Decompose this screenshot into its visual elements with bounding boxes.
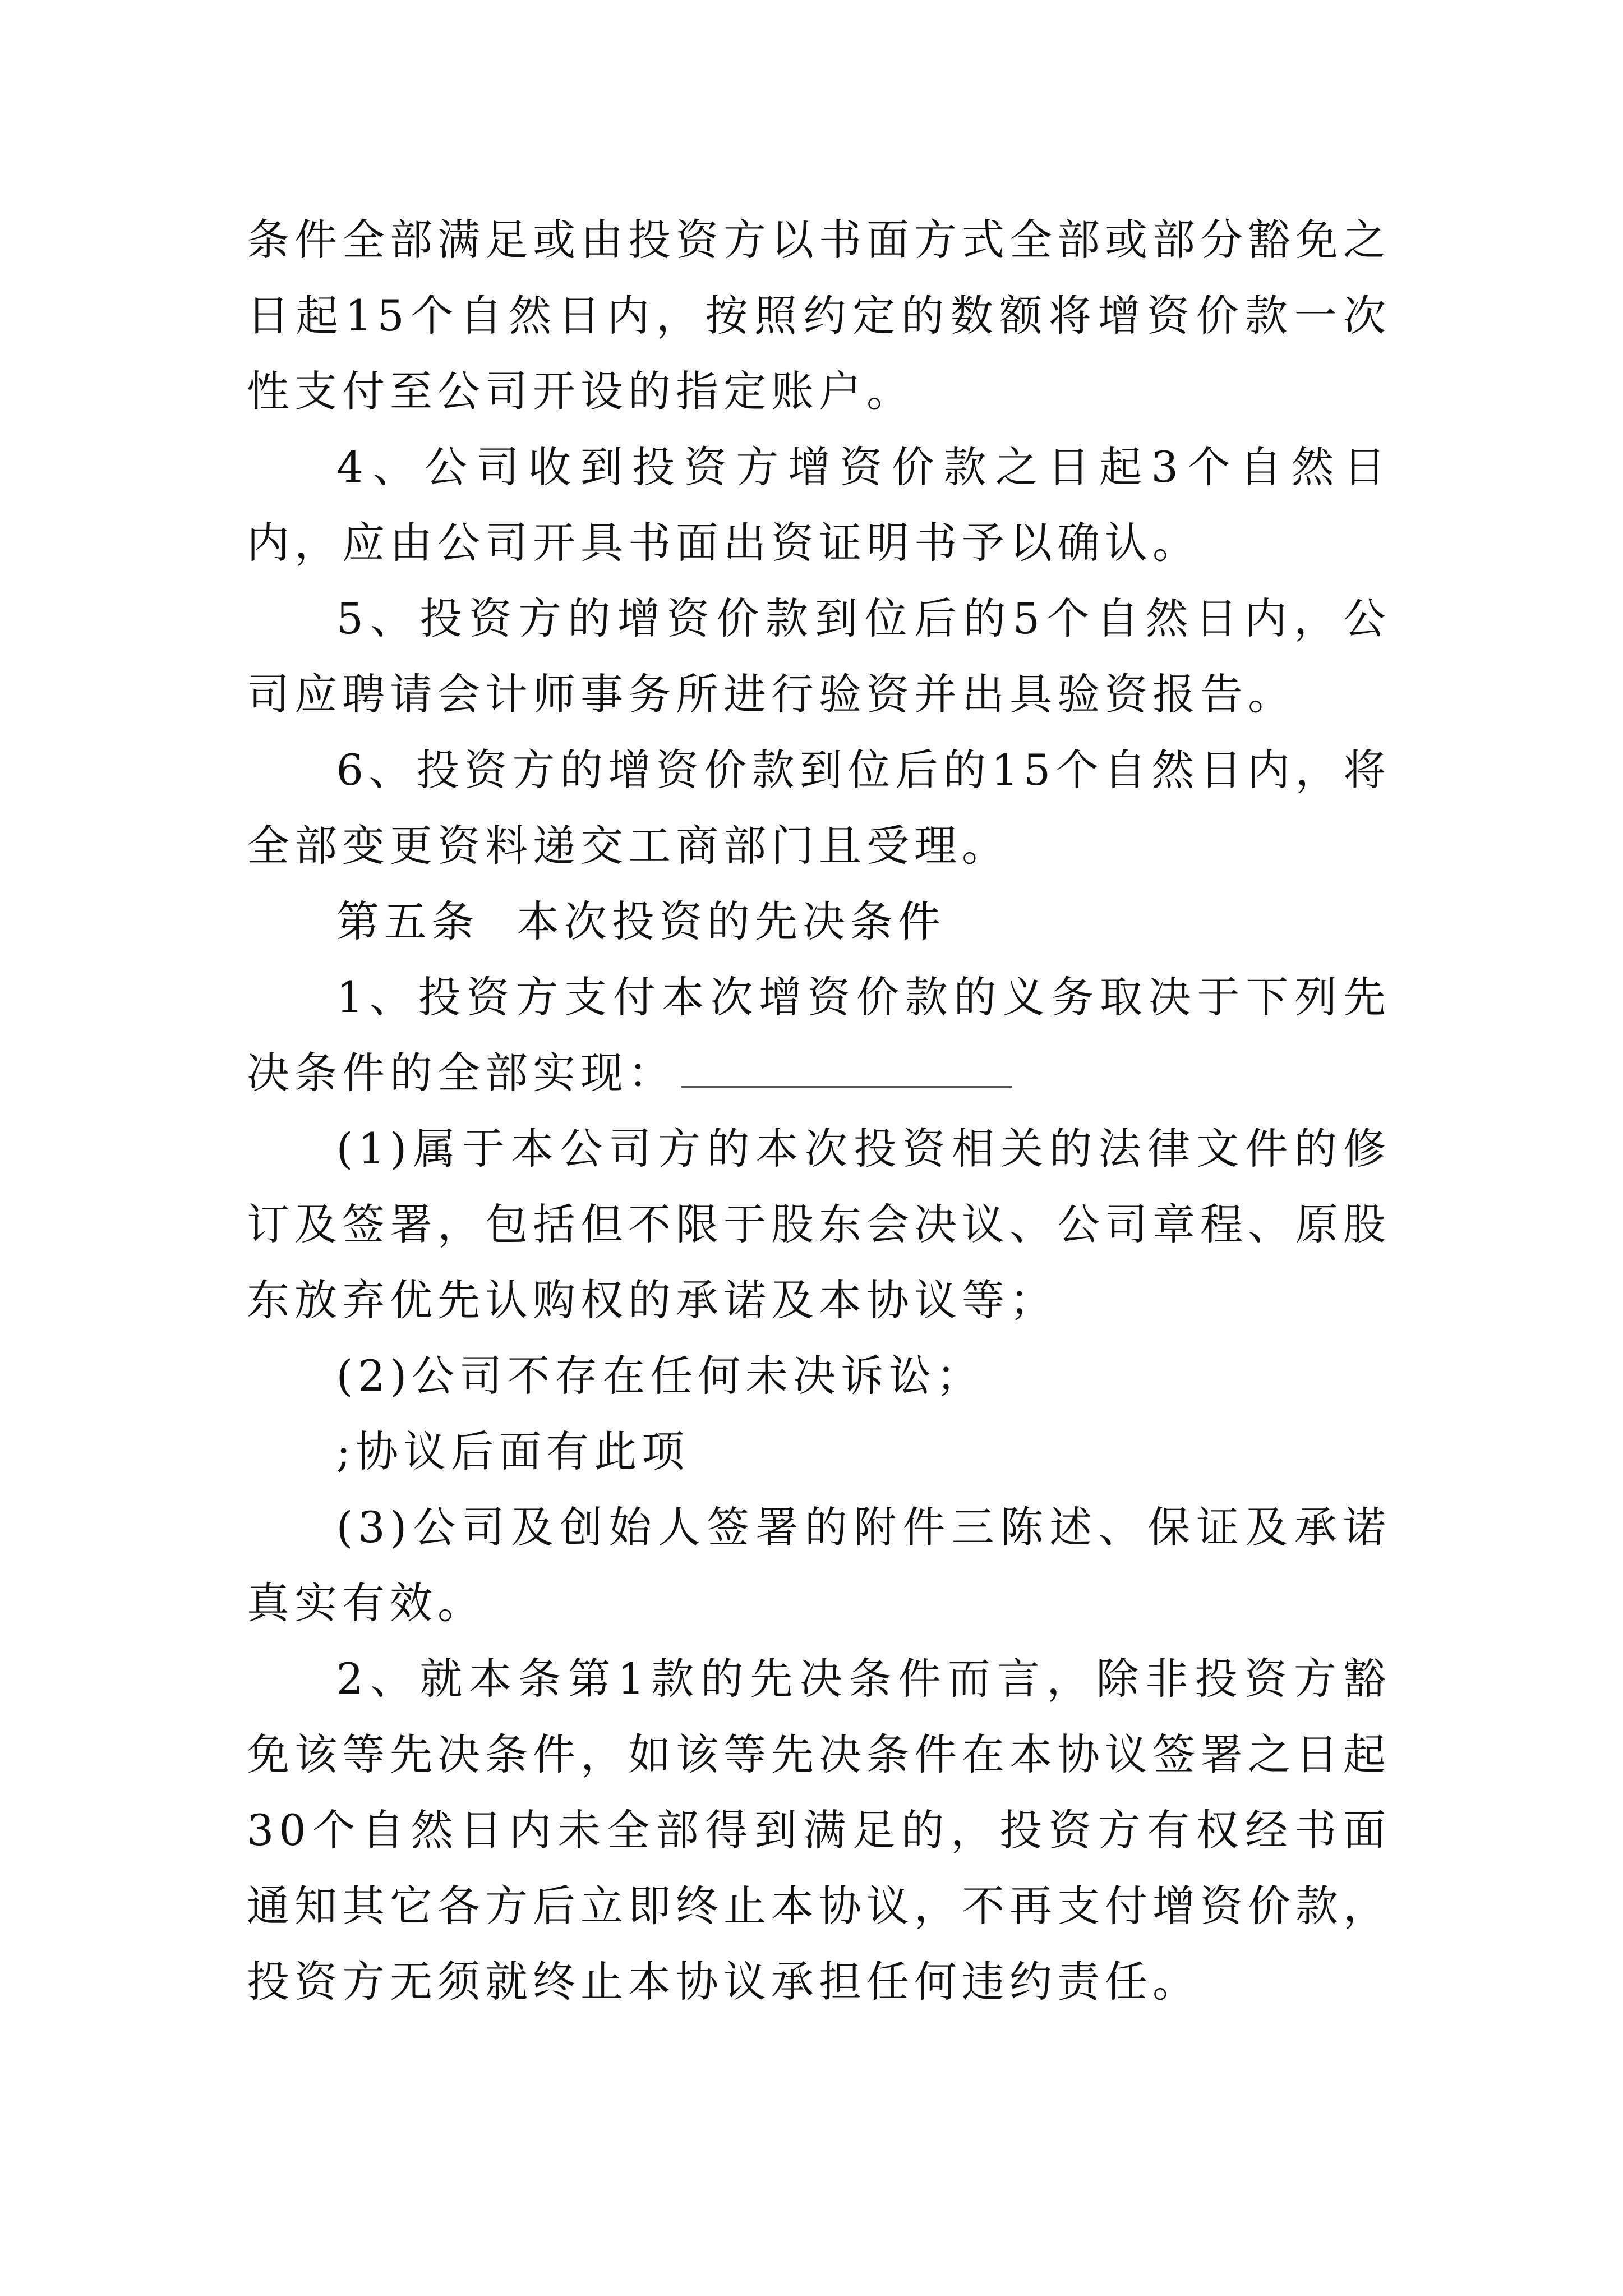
condition-1-text: 1、投资方支付本次增资价款的义务取决于下列先决条件的全部实现： [247,972,1391,1098]
paragraph-sub-1: (1)属于本公司方的本次投资相关的法律文件的修订及签署，包括但不限于股东会决议、公司章程、原股东放弃优先认购权的承诺及本协议等； [247,1124,1391,1325]
paragraph-item-6: 6、投资方的增资价款到位后的15个自然日内，将全部变更资料递交工商部门且受理。 [247,745,1391,871]
paragraph-item-4: 4、公司收到投资方增资价款之日起3个自然日内，应由公司开具书面出资证明书予以确认。 [247,442,1391,568]
paragraph-note: ;协议后面有此项 [336,1427,690,1476]
paragraph-item-5: 5、投资方的增资价款到位后的5个自然日内，公司应聘请会计师事务所进行验资并出具验资报告。 [247,593,1391,719]
paragraph-condition-1 [247,959,1391,1111]
article-heading: 第五条 本次投资的先决条件 [336,896,946,946]
paragraph-sub-3: (3)公司及创始人签署的附件三陈述、保证及承诺真实有效。 [247,1502,1391,1628]
paragraph-condition-2: 2、就本条第1款的先决条件而言，除非投资方豁免该等先决条件，如该等先决条件在本协议签署之日起30个自然日内未全部得到满足的，投资方有权经书面通知其它各方后立即终止本协议，不再支付增资价款，投资方无须就终止本协议承担任何违约责任。 [247,1654,1391,2007]
blank-underline [681,1052,1012,1088]
document-body [247,202,1391,2019]
paragraph-payment-terms: 条件全部满足或由投资方以书面方式全部或部分豁免之日起15个自然日内，按照约定的数额将增资价款一次性支付至公司开设的指定账户。 [247,215,1391,416]
paragraph-sub-2: (2)公司不存在任何未决诉讼； [336,1351,984,1401]
